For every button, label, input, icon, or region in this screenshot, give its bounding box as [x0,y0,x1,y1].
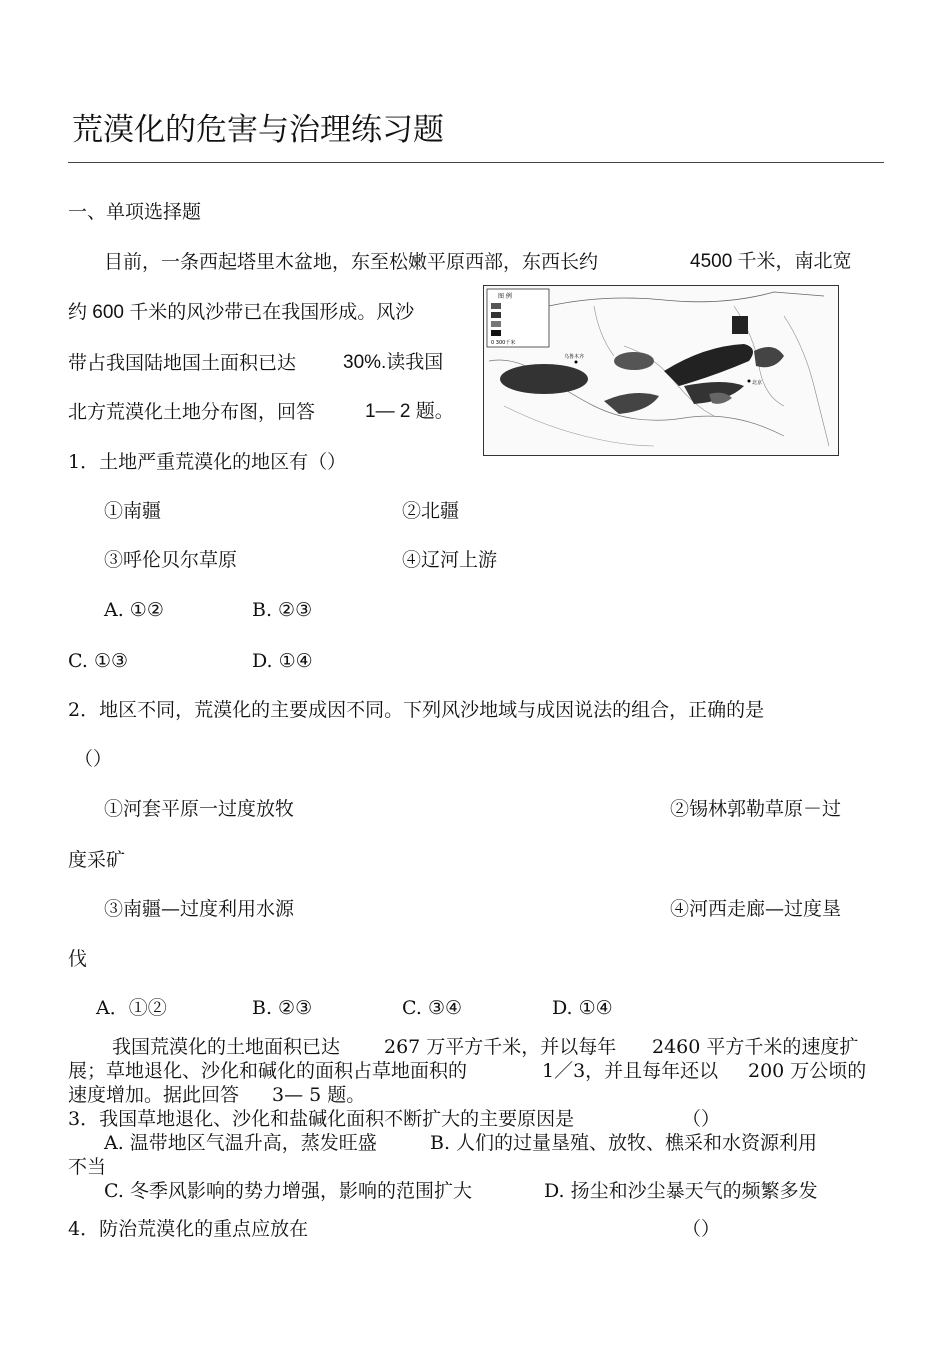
q2-option-1: ①河套平原一过度放牧 [104,798,295,820]
q1-choice-c: C. ①③ [68,650,129,672]
q2-option-2b: 度采矿 [68,849,126,871]
q1-choice-a: A. ①② [104,599,164,621]
q1-option-4: ④辽河上游 [402,549,498,571]
q3-choice-b-cont: 不当 [68,1156,107,1178]
map-svg [484,286,838,455]
intro-line-4a: 北方荒漠化土地分布图，回答 [68,401,316,423]
junggar-area [614,352,654,370]
desertification-map [483,285,839,456]
passage2-line-3b: 3— 5 题。 [272,1084,366,1106]
q1-choice-d: D. ①④ [252,650,313,672]
q4-stem: 4．防治荒漠化的重点应放在 [68,1218,309,1240]
label-urumqi: 乌鲁木齐 [564,354,585,360]
legend-scale: 0 300千米 [491,340,516,346]
passage2-line-1b: 267 万平方千米，并以每年 [384,1036,617,1058]
q2-option-3: ③南疆—过度利用水源 [104,898,295,920]
q3-choice-d: D. 扬尘和沙尘暴天气的频繁多发 [544,1180,818,1202]
passage2-line-2a: 展；草地退化、沙化和碱化的面积占草地面积的 [68,1060,468,1082]
legend-swatch-1 [491,303,501,309]
passage2-line-2c: 200 万公顷的 [748,1060,867,1082]
passage2-line-3a: 速度增加。据此回答 [68,1084,240,1106]
province-line-5 [594,306,614,356]
q1-option-1: ①南疆 [104,500,162,522]
q3-choice-a: A. 温带地区气温升高，蒸发旺盛 [104,1132,377,1154]
hulunbuir-area [732,316,748,334]
q1-option-3: ③呼伦贝尔草原 [104,549,238,571]
page-title: 荒漠化的危害与治理练习题 [72,112,444,148]
q2-choice-c: C. ③④ [402,997,463,1019]
q4-paren: （） [682,1218,721,1240]
title-divider [68,162,884,163]
q2-choice-d: D. ①④ [552,997,613,1019]
intro-line-3a: 带占我国陆地国土面积已达 [68,352,297,374]
intro-line-1b: 4500 千米，南北宽 [690,251,852,272]
northern-border [549,292,824,306]
legend-swatch-3 [491,321,501,327]
legend-swatch-4 [491,330,501,336]
legend-swatch-2 [491,312,501,318]
horqin-area [754,347,784,367]
passage2-line-2b: 1／3，并且每年还以 [542,1060,719,1082]
q3-stem: 3．我国草地退化、沙化和盐碱化面积不断扩大的主要原因是 [68,1108,575,1130]
province-line-4 [784,316,829,446]
inner-mongolia-area [664,344,753,386]
q1-option-2: ②北疆 [402,500,460,522]
passage2-line-1a: 我国荒漠化的土地面积已达 [112,1036,341,1058]
q2-option-2a: ②锡林郭勒草原－过 [670,798,842,820]
beijing-dot [748,380,751,383]
label-beijing: 北京 [752,380,763,386]
qaidam-area [604,393,659,414]
q2-choice-a: A．①② [96,997,167,1019]
urumqi-dot [575,361,578,364]
q2-option-4b: 伐 [68,948,88,970]
q1-stem: 1．土地严重荒漠化的地区有（） [68,451,347,473]
intro-line-2: 约 600 千米的风沙带已在我国形成。风沙 [68,302,415,323]
q2-choice-b: B. ②③ [252,997,313,1019]
q2-option-4a: ④河西走廊—过度垦 [670,898,842,920]
intro-line-4b: 1— 2 题。 [365,401,454,422]
q3-choice-c: C. 冬季风影响的势力增强，影响的范围扩大 [104,1180,472,1202]
passage2-line-1c: 2460 平方千米的速度扩 [652,1036,859,1058]
tarim-basin-area [500,364,588,394]
q1-choice-b: B. ②③ [252,599,313,621]
q3-paren: （） [682,1108,721,1130]
intro-line-3b: 30%.读我国 [343,352,444,373]
q2-paren: （） [74,748,113,770]
q3-choice-b: B. 人们的过量垦殖、放牧、樵采和水资源利用 [430,1132,818,1154]
q2-stem: 2．地区不同，荒漠化的主要成因不同。下列风沙地域与成因说法的组合，正确的是 [68,699,765,721]
section-heading: 一、单项选择题 [68,201,202,223]
intro-line-1a: 目前，一条西起塔里木盆地，东至松嫩平原西部，东西长约 [104,251,599,273]
legend-title: 图 例 [498,293,512,300]
